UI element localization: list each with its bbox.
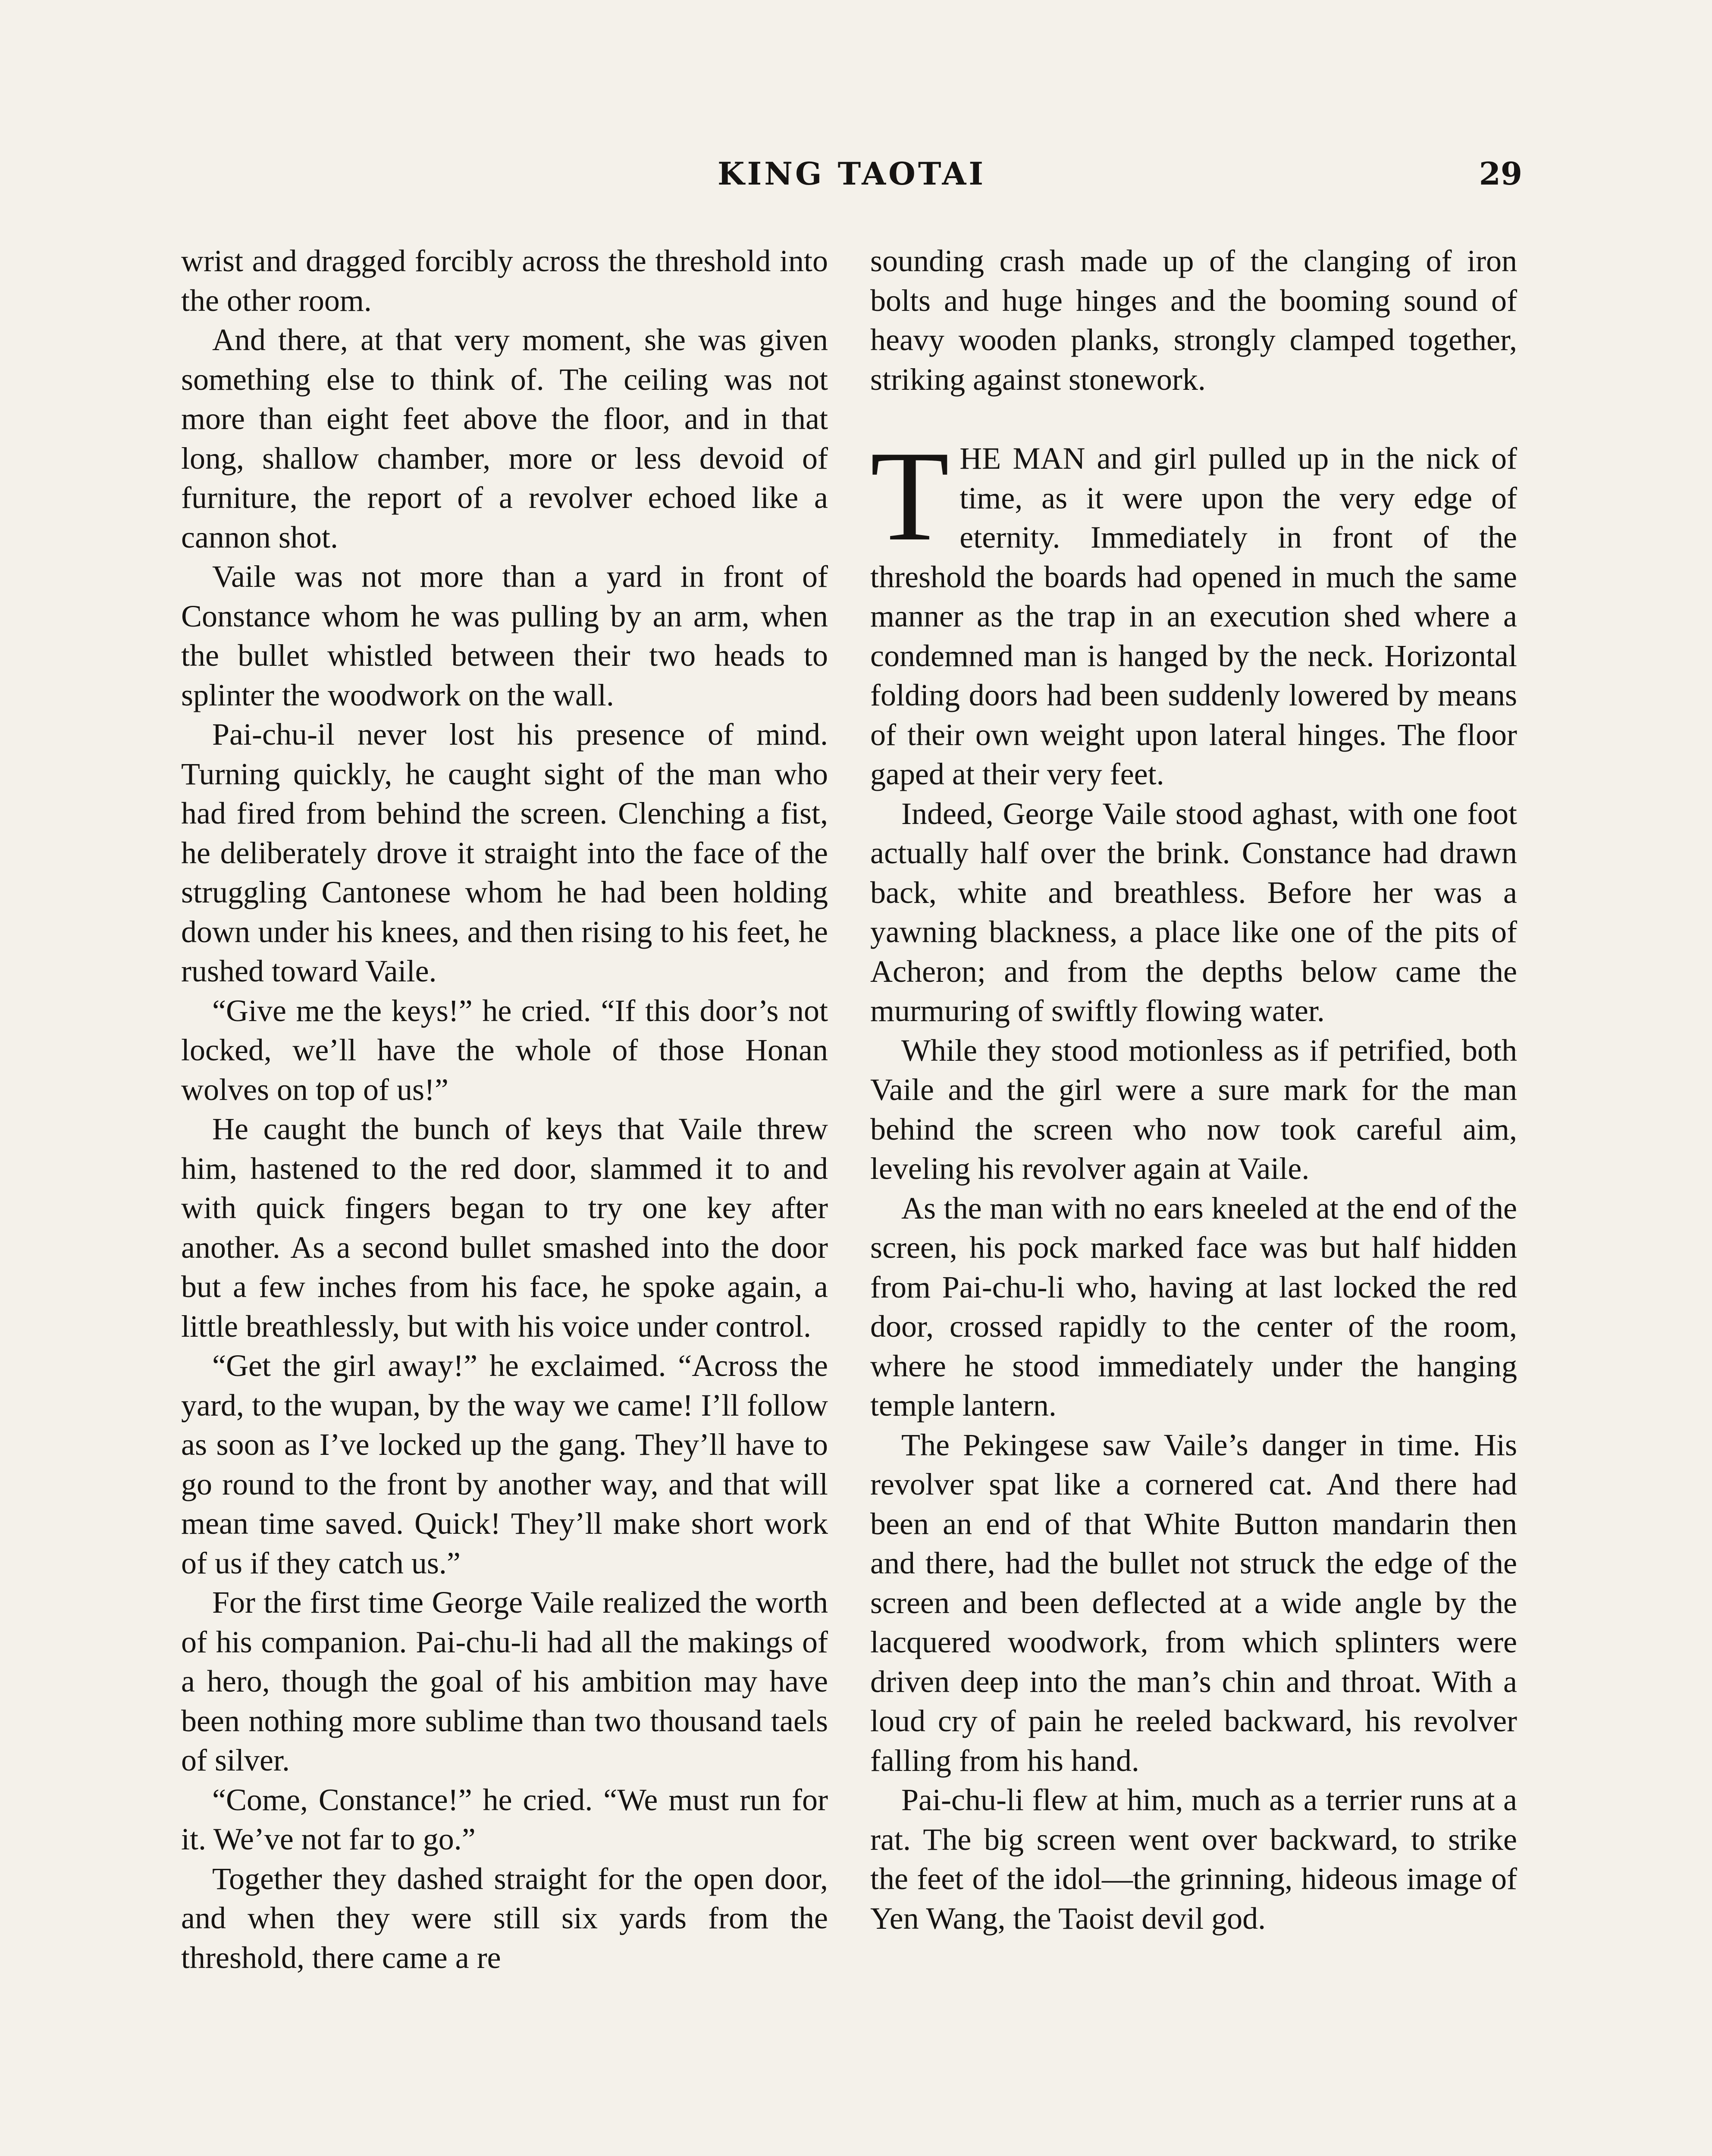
running-title: KING TAOTAI xyxy=(717,155,986,192)
paragraph: As the man with no ears kneeled at the end of the screen, his pock marked face was but half hidden from Pai-chu-li who, having at last locked the red door, crossed rapidly to the center of the room, where he stood immediately under the hanging temple lantern. xyxy=(870,1191,1517,1423)
paragraph: Vaile was not more than a yard in front of Constance whom he was pulling by an arm, when the bullet whistled between their two heads to splinter the woodwork on the wall. xyxy=(181,559,828,712)
paragraph: And there, at that very moment, she was given something else to think of. The ceiling was not more than eight feet above the floor, and in that long, shallow chamber, more or less devoid of furniture, the report of a revolver echoed like a cannon shot. xyxy=(181,323,828,555)
paragraph: Pai-chu-li flew at him, much as a terrier runs at a rat. The big screen went over backward, to strike the feet of the idol—the grinning, hideous image of Yen Wang, the Taoist devil god. xyxy=(870,1783,1517,1936)
right-column xyxy=(870,241,1517,1938)
paragraph: He caught the bunch of keys that Vaile threw him, hastened to the red door, slammed it to and with quick fingers began to try one key after another. As a second bullet smashed into the door but a few inches from his face, he spoke again, a little breathlessly, but with his voice under control. xyxy=(181,1112,828,1344)
page-number: 29 xyxy=(1479,155,1522,192)
running-head xyxy=(181,155,1522,207)
paragraph: wrist and dragged forcibly across the threshold into the other room. xyxy=(181,244,828,318)
drop-cap-paragraph-text: HE MAN and girl pulled up in the nick of time, as it were upon the very edge of eternity. Immediately in front of the threshold the boards had opened in much the same manner as the trap in an execution shed where a condemned man is hanged by the neck. Horizontal folding doors had been suddenly lowered by means of their own weight upon lateral hinges. The floor gaped at their very feet. xyxy=(870,441,1517,791)
paragraph: sounding crash made up of the clanging of iron bolts and huge hinges and the booming sound of heavy wooden planks, strongly clamped together, striking against stonework. xyxy=(870,244,1517,397)
drop-cap: T xyxy=(870,424,950,567)
paragraph: Pai-chu-il never lost his presence of mind. Turning quickly, he caught sight of the man who had fired from behind the screen. Clenching a fist, he deliberately drove it straight into the face of the struggling Cantonese whom he had been holding down under his knees, and then rising to his feet, he rushed toward Vaile. xyxy=(181,717,828,988)
drop-cap-paragraph xyxy=(870,424,1517,794)
paragraph: For the first time George Vaile realized the worth of his companion. Pai-chu-li had all the makings of a hero, though the goal of his ambition may have been nothing more sublime than two thousand taels of silver. xyxy=(181,1585,828,1777)
paragraph: Together they dashed straight for the open door, and when they were still six yards from the threshold, there came a re xyxy=(181,1861,828,1975)
paragraph: Indeed, George Vaile stood aghast, with one foot actually half over the brink. Constance had drawn back, white and breathless. Before her was a yawning blackness, a place like one of the pits of Acheron; and from the depths below came the murmuring of swiftly flowing water. xyxy=(870,796,1517,1028)
paragraph: “Give me the keys!” he cried. “If this door’s not locked, we’ll have the whole of those Honan wolves on top of us!” xyxy=(181,993,828,1107)
section-break xyxy=(870,399,1517,439)
paragraph: While they stood motionless as if petrified, both Vaile and the girl were a sure mark for the man behind the screen who now took careful aim, leveling his revolver again at Vaile. xyxy=(870,1033,1517,1186)
left-column xyxy=(181,241,828,1977)
paragraph: “Get the girl away!” he exclaimed. “Across the yard, to the wupan, by the way we came! I’ll follow as soon as I’ve locked up the gang. They’ll have to go round to the front by another way, and that will mean time saved. Quick! They’ll make short work of us if they catch us.” xyxy=(181,1348,828,1580)
paragraph: “Come, Constance!” he cried. “We must run for it. We’ve not far to go.” xyxy=(181,1782,828,1856)
paragraph: The Pekingese saw Vaile’s danger in time. His revolver spat like a cornered cat. And there had been an end of that White Button mandarin then and there, had the bullet not struck the edge of the screen and been deflected at a wide angle by the lacquered woodwork, from which splinters were driven deep into the man’s chin and throat. With a loud cry of pain he reeled backward, his revolver falling from his hand. xyxy=(870,1427,1517,1778)
